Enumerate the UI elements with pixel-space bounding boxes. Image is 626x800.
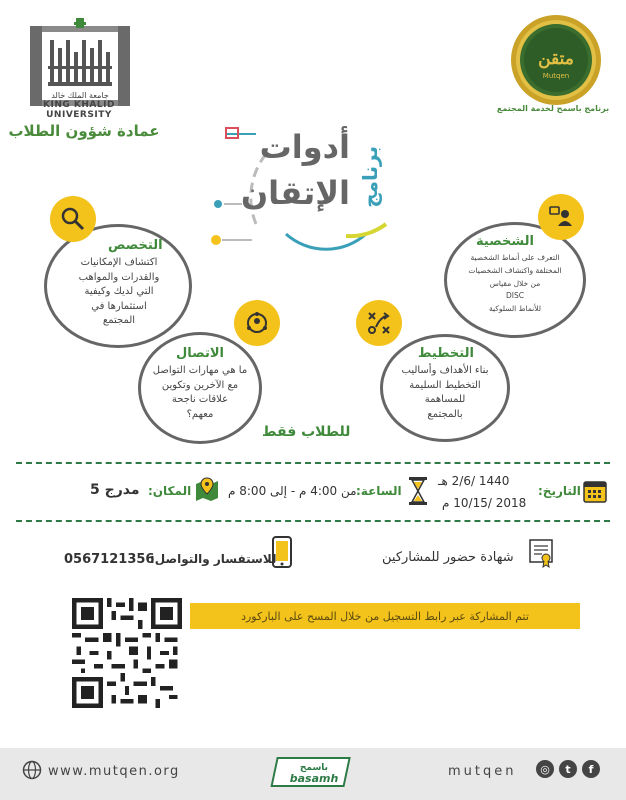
card-specialty-badge (50, 196, 96, 242)
mutqen-tagline: برنامج باسمح لخدمة المجتمع (496, 104, 610, 113)
title-side: برنامج (358, 146, 382, 208)
card-planning-line: بالمجتمع (427, 408, 463, 420)
card-communication-title: الاتصال (176, 346, 224, 361)
twitter-icon[interactable]: t (559, 760, 577, 778)
date-hijri: 1440 /2/6 هـ (438, 474, 510, 488)
card-personality-title: الشخصية (476, 234, 534, 249)
card-planning-badge (356, 300, 402, 346)
calendar-icon (582, 478, 608, 504)
globe-icon (22, 760, 42, 780)
card-personality-line: للأنماط السلوكية (488, 304, 542, 313)
card-communication-text (144, 364, 256, 422)
time-label: الساعة: (356, 484, 402, 498)
basamh-logo-arabic: باسمح (299, 763, 329, 773)
card-planning-line: التخطيط السليمة (409, 379, 481, 391)
mutqen-logo-text: متقن (538, 49, 574, 69)
strategy-icon (366, 310, 392, 336)
magnifier-icon (60, 206, 86, 232)
basamh-logo (270, 756, 358, 788)
date-gregorian: 2018 /10/15 م (442, 496, 527, 510)
network-icon (244, 310, 270, 336)
card-planning-line: بناء الأهداف وأساليب (401, 365, 489, 376)
card-communication-badge (234, 300, 280, 346)
social-handle[interactable]: mutqen (448, 764, 517, 779)
website-link[interactable]: www.mutqen.org (48, 764, 180, 779)
basamh-logo-text: basamh (289, 772, 339, 785)
card-communication-line: معهم؟ (186, 408, 214, 420)
facebook-icon[interactable]: f (582, 760, 600, 778)
divider-top (16, 462, 610, 464)
card-personality-line: من خلال مقياس (489, 278, 541, 288)
card-specialty-title: التخصص (108, 238, 163, 253)
card-planning-title: التخطيط (418, 346, 474, 361)
certificate-icon (528, 538, 554, 568)
card-communication-line: ما هي مهارات التواصل (152, 365, 248, 376)
card-planning-text (386, 364, 504, 422)
registration-qr-code[interactable] (72, 598, 182, 708)
title-block (230, 126, 410, 246)
contact-label: للاستفسار والتواصل: (150, 552, 277, 566)
title-line-2: الإتقان (240, 174, 350, 212)
mutqen-seal-logo (510, 14, 602, 106)
registration-band (190, 603, 580, 629)
university-name: KING KHALID UNIVERSITY (43, 100, 115, 120)
students-only-note: للطلاب فقط (262, 424, 351, 440)
card-personality-line: التعرف على أنماط الشخصية (470, 253, 560, 262)
card-specialty-line: اكتشاف الإمكانيات (80, 257, 158, 268)
mutqen-logo-latin: Mutqen (542, 72, 570, 80)
card-planning-line: للمساهمة (424, 394, 466, 405)
card-personality-line: المختلفة واكتشاف الشخصيات (468, 265, 562, 275)
card-personality-line: DISC (506, 291, 524, 301)
university-logo-text: جامعة الملك خالد (51, 91, 109, 100)
divider-bottom (16, 520, 610, 522)
card-specialty-line: المجتمع (102, 315, 136, 326)
title-line-1: أدوات (259, 128, 350, 166)
card-communication-line: مع الآخرين وتكوين (161, 379, 239, 391)
date-label: التاريخ: (538, 484, 581, 498)
certificate-note: شهادة حضور للمشاركين (382, 550, 514, 565)
university-logo (30, 18, 130, 113)
time-value: من 4:00 م - إلى 8:00 م (228, 484, 357, 498)
card-specialty-line: التي لديك وكيفية (84, 286, 154, 297)
card-communication-line: علاقات ناجحة (171, 394, 229, 405)
place-value: مدرج 5 (90, 482, 140, 498)
card-specialty-text (56, 256, 182, 329)
place-label: المكان: (148, 484, 192, 498)
map-pin-icon (194, 476, 220, 502)
card-specialty-line: والقدرات والمواهب (78, 271, 160, 283)
person-icon (548, 204, 574, 230)
deanship-title: عمادة شؤون الطلاب (8, 122, 160, 140)
card-personality-text (452, 252, 578, 316)
instagram-icon[interactable]: ◎ (536, 760, 554, 778)
registration-text: تتم المشاركة عبر رابط التسجيل من خلال المسح على الباركورد (241, 609, 529, 623)
card-specialty-line: استثمارها في (91, 300, 147, 312)
hourglass-icon (408, 476, 428, 506)
card-personality-badge (538, 194, 584, 240)
contact-phone: 0567121356 (64, 552, 155, 567)
